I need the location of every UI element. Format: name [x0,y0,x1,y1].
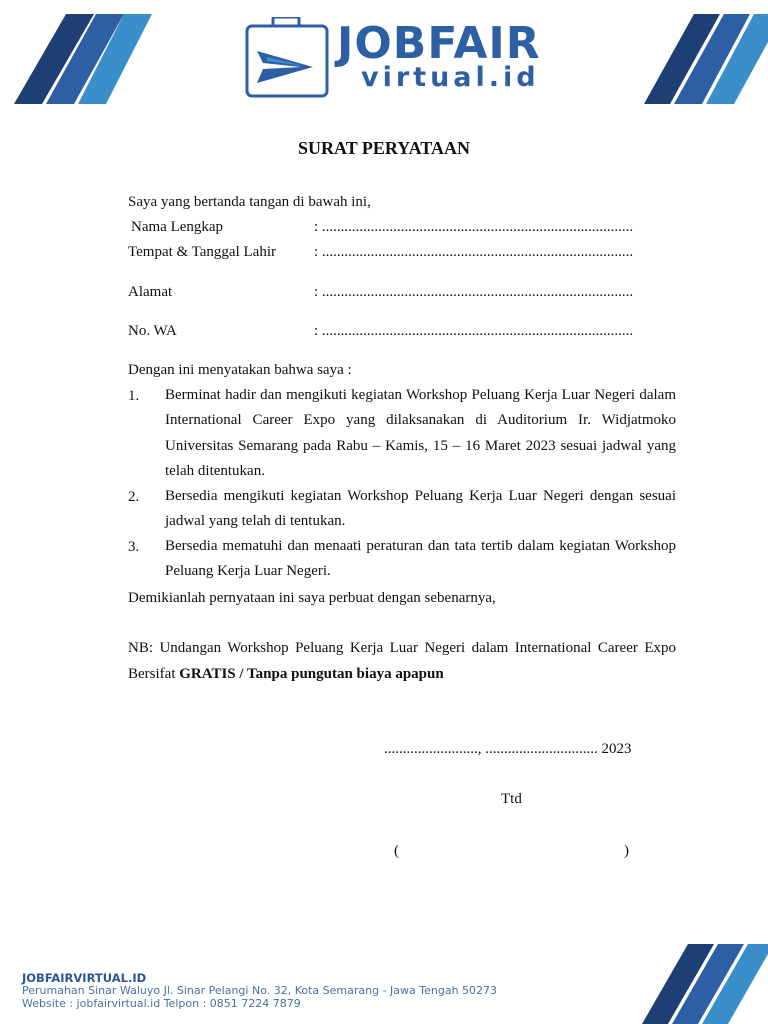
footer [22,971,497,1010]
item-number-2: 2. [128,489,140,505]
signature-close-paren: ) [624,843,629,859]
field-blank-alamat: : ................................................................................... [314,284,634,300]
footer-contact: Website : jobfairvirtual.id Telpon : 0851 7224 7879 [22,996,301,1010]
corner-stripes-top-right [644,14,768,104]
nb-bold-text: GRATIS / Tanpa pungutan biaya apapun [179,665,444,682]
list-item-1: Berminat hadir dan mengikuti kegiatan Workshop Peluang Kerja Luar Negeri dalam International Career Expo yang dilaksanakan di Auditorium Ir. Widjatmoko Universitas Semarang pada Rabu – Kamis, 15 – 16 Maret 2023 sesuai jadwal yang telah ditentukan. [165,387,676,479]
field-blank-wa: : ................................................................................... [314,323,634,339]
corner-stripes-top-left [14,14,152,104]
signature-open-paren: ( [394,843,399,859]
field-label-wa: No. WA [128,323,177,339]
document-title: SURAT PERYATAAN [298,138,470,158]
list-item-3: Bersedia mematuhi dan menaati peraturan dan tata tertib dalam kegiatan Workshop Peluang Kerja Luar Negeri. [165,538,676,580]
field-label-alamat: Alamat [128,284,173,300]
date-line: ........................., .............................. 2023 [384,741,632,757]
logo-sub-text: virtual.id [361,62,540,93]
briefcase-icon [245,17,331,99]
declaration-intro: Dengan ini menyatakan bahwa saya : [128,362,352,378]
nb-text: NB: Undangan Workshop Peluang Kerja Luar Negeri dalam International Career Expo Bersifat [128,640,676,682]
logo-brand-text: JOBFAIR [337,18,541,69]
footer-company: JOBFAIRVIRTUAL.ID [22,971,147,985]
footer-address: Perumahan Sinar Waluyo Jl. Sinar Pelangi No. 32, Kota Semarang - Jawa Tengah 50273 [22,984,498,997]
list-item-2: Bersedia mengikuti kegiatan Workshop Peluang Kerja Luar Negeri dengan sesuai jadwal yang telah di tentukan. [165,488,676,530]
item-number-1: 1. [128,388,140,404]
jobfair-logo [245,17,560,99]
field-label-ttl: Tempat & Tanggal Lahir [128,244,276,260]
ttd-label: Ttd [501,791,522,807]
nb-note [128,636,676,687]
item-number-3: 3. [128,539,140,555]
field-label-nama: Nama Lengkap [131,219,224,235]
field-blank-ttl: : ................................................................................... [314,244,634,260]
field-blank-nama: : ................................................................................... [314,219,634,235]
intro-text: Saya yang bertanda tangan di bawah ini, [128,194,371,210]
corner-stripes-bottom-right [642,944,768,1024]
closing-text: Demikianlah pernyataan ini saya perbuat dengan sebenarnya, [128,590,496,606]
